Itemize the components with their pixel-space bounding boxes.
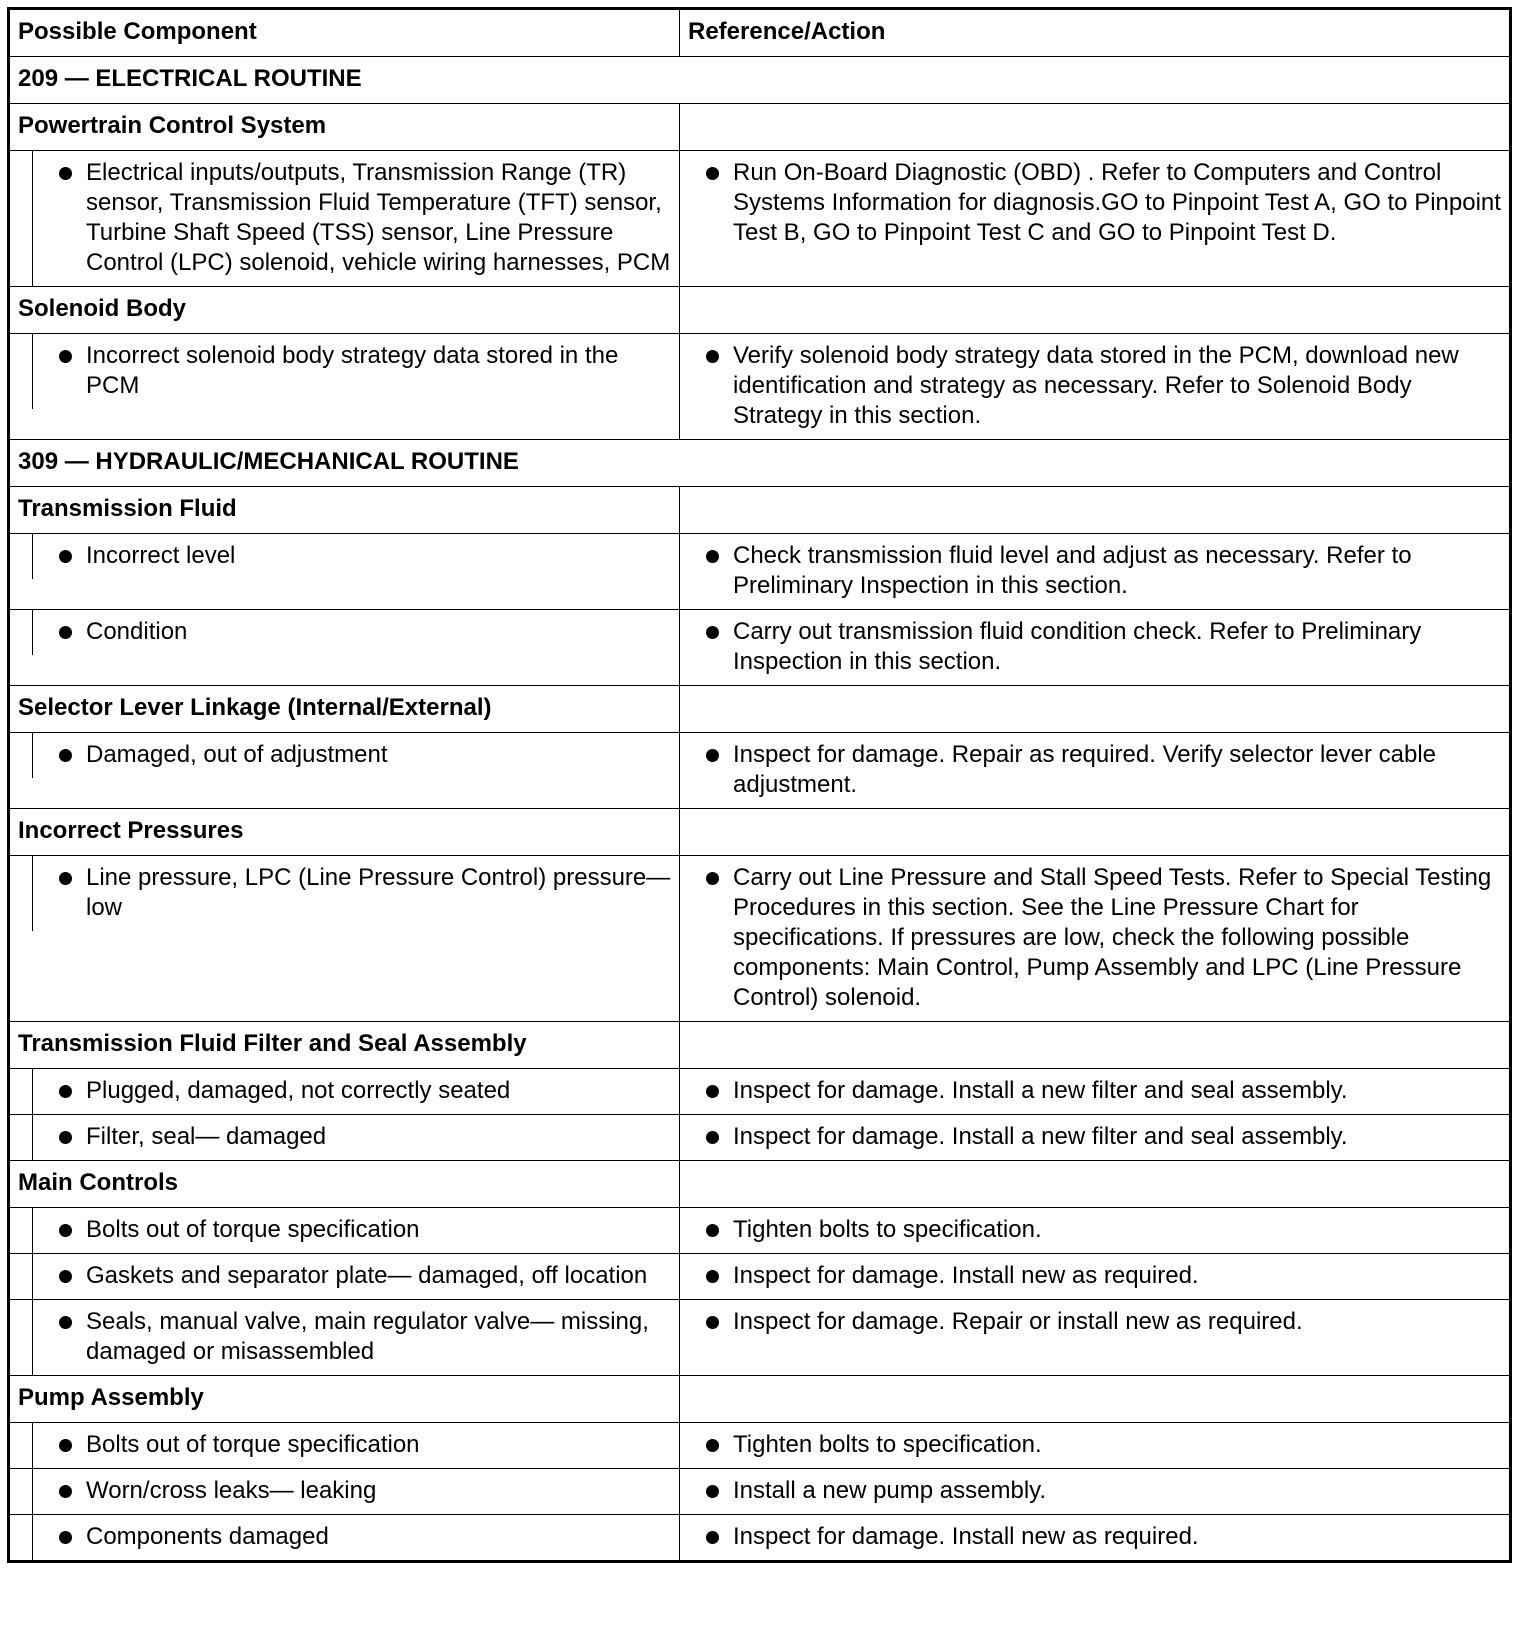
component-text: Gaskets and separator plate— damaged, off location	[86, 1262, 648, 1289]
bullet-icon	[59, 626, 72, 639]
indent-divider	[10, 1300, 33, 1375]
bullet-icon	[59, 1316, 72, 1329]
component-group-row	[9, 809, 1511, 856]
table-row	[9, 534, 1511, 610]
action-text: Tighten bolts to specification.	[733, 1216, 1042, 1243]
component-group-action-empty	[680, 1022, 1511, 1069]
component-text: Condition	[86, 618, 188, 645]
indent-divider	[10, 1254, 33, 1299]
action-text: Verify solenoid body strategy data stored in the PCM, download new identification and strategy as necessary. Refer to Solenoid Body Strategy in this section.	[733, 342, 1459, 429]
component-text: Electrical inputs/outputs, Transmission Range (TR) sensor, Transmission Fluid Temperature (TFT) sensor, Turbine Shaft Speed (TSS) sensor, Line Pressure Control (LPC) solenoid, vehicle wiring harnesses, PCM	[86, 159, 671, 276]
indent-divider	[10, 534, 33, 579]
reference-action-cell	[680, 610, 1511, 686]
bullet-icon	[706, 1531, 719, 1544]
table-row	[9, 1469, 1511, 1515]
bullet-icon	[59, 167, 72, 180]
action-text: Inspect for damage. Repair as required. Verify selector lever cable adjustment.	[733, 741, 1437, 798]
bullet-icon	[59, 749, 72, 762]
table-row	[9, 1208, 1511, 1254]
table-row	[9, 1300, 1511, 1376]
action-text: Inspect for damage. Install a new filter and seal assembly.	[733, 1123, 1348, 1150]
possible-component-cell	[9, 856, 680, 1022]
possible-component-cell	[9, 1469, 680, 1515]
bullet-icon	[59, 1085, 72, 1098]
bullet-icon	[59, 1439, 72, 1452]
possible-component-cell	[9, 334, 680, 440]
table-row	[9, 1423, 1511, 1469]
bullet-icon	[59, 1485, 72, 1498]
component-group-title: Powertrain Control System	[9, 104, 680, 151]
indent-divider	[10, 1469, 33, 1514]
bullet-icon	[59, 1270, 72, 1283]
bullet-icon	[706, 1439, 719, 1452]
component-text: Incorrect level	[86, 542, 236, 569]
bullet-icon	[706, 872, 719, 885]
table-row	[9, 151, 1511, 287]
component-text: Damaged, out of adjustment	[86, 741, 388, 768]
reference-action-cell	[680, 856, 1511, 1022]
possible-component-cell	[9, 1423, 680, 1469]
indent-divider	[10, 1115, 33, 1160]
bullet-icon	[59, 1131, 72, 1144]
table-row	[9, 1515, 1511, 1562]
header-possible-component: Possible Component	[9, 9, 680, 57]
possible-component-cell	[9, 1515, 680, 1562]
component-text: Bolts out of torque specification	[86, 1431, 420, 1458]
bullet-icon	[706, 1270, 719, 1283]
table-body	[9, 9, 1511, 1562]
bullet-icon	[706, 1485, 719, 1498]
bullet-icon	[706, 167, 719, 180]
table-row	[9, 856, 1511, 1022]
component-group-row	[9, 287, 1511, 334]
component-group-action-empty	[680, 686, 1511, 733]
indent-divider	[10, 733, 33, 778]
component-text: Components damaged	[86, 1523, 329, 1550]
indent-divider	[10, 1515, 33, 1560]
reference-action-cell	[680, 1115, 1511, 1161]
action-text: Run On-Board Diagnostic (OBD) . Refer to Computers and Control Systems Information for diagnosis.GO to Pinpoint Test A, GO to Pinpoint Test B, GO to Pinpoint Test C and GO to Pinpoint Test D.	[733, 159, 1501, 246]
routine-title: 209 — ELECTRICAL ROUTINE	[9, 57, 1511, 104]
possible-component-cell	[9, 610, 680, 686]
table-row	[9, 610, 1511, 686]
indent-divider	[10, 1208, 33, 1253]
possible-component-cell	[9, 1254, 680, 1300]
reference-action-cell	[680, 334, 1511, 440]
component-text: Filter, seal— damaged	[86, 1123, 327, 1150]
component-group-action-empty	[680, 104, 1511, 151]
reference-action-cell	[680, 151, 1511, 287]
possible-component-cell	[9, 733, 680, 809]
reference-action-cell	[680, 1208, 1511, 1254]
action-text: Tighten bolts to specification.	[733, 1431, 1042, 1458]
header-reference-action: Reference/Action	[680, 9, 1511, 57]
possible-component-cell	[9, 1300, 680, 1376]
possible-component-cell	[9, 534, 680, 610]
reference-action-cell	[680, 1300, 1511, 1376]
component-group-row	[9, 1161, 1511, 1208]
component-group-row	[9, 104, 1511, 151]
reference-action-cell	[680, 1515, 1511, 1562]
component-group-title: Incorrect Pressures	[9, 809, 680, 856]
component-group-action-empty	[680, 1161, 1511, 1208]
component-group-row	[9, 487, 1511, 534]
component-group-row	[9, 686, 1511, 733]
reference-action-cell	[680, 1254, 1511, 1300]
component-group-action-empty	[680, 287, 1511, 334]
indent-divider	[10, 334, 33, 409]
indent-divider	[10, 1423, 33, 1468]
bullet-icon	[706, 350, 719, 363]
routine-row	[9, 57, 1511, 104]
component-text: Worn/cross leaks— leaking	[86, 1477, 377, 1504]
component-group-title: Pump Assembly	[9, 1376, 680, 1423]
routine-row	[9, 440, 1511, 487]
action-text: Inspect for damage. Install new as required.	[733, 1262, 1199, 1289]
component-text: Incorrect solenoid body strategy data stored in the PCM	[86, 342, 619, 399]
component-text: Line pressure, LPC (Line Pressure Control) pressure— low	[86, 864, 671, 921]
possible-component-cell	[9, 151, 680, 287]
bullet-icon	[706, 626, 719, 639]
action-text: Inspect for damage. Repair or install new as required.	[733, 1308, 1303, 1335]
reference-action-cell	[680, 1423, 1511, 1469]
bullet-icon	[59, 550, 72, 563]
bullet-icon	[706, 1131, 719, 1144]
component-group-action-empty	[680, 809, 1511, 856]
component-group-title: Main Controls	[9, 1161, 680, 1208]
reference-action-cell	[680, 733, 1511, 809]
bullet-icon	[59, 1224, 72, 1237]
component-group-title: Transmission Fluid Filter and Seal Assembly	[9, 1022, 680, 1069]
indent-divider	[10, 856, 33, 931]
table-row	[9, 334, 1511, 440]
bullet-icon	[706, 1085, 719, 1098]
possible-component-cell	[9, 1069, 680, 1115]
component-group-action-empty	[680, 487, 1511, 534]
component-group-row	[9, 1022, 1511, 1069]
possible-component-cell	[9, 1208, 680, 1254]
indent-divider	[10, 610, 33, 655]
bullet-icon	[706, 1316, 719, 1329]
diagnosis-table	[7, 7, 1512, 1563]
reference-action-cell	[680, 1469, 1511, 1515]
bullet-icon	[59, 350, 72, 363]
reference-action-cell	[680, 534, 1511, 610]
component-group-title: Solenoid Body	[9, 287, 680, 334]
bullet-icon	[59, 872, 72, 885]
indent-divider	[10, 1069, 33, 1114]
action-text: Install a new pump assembly.	[733, 1477, 1047, 1504]
action-text: Check transmission fluid level and adjust as necessary. Refer to Preliminary Inspection in this section.	[733, 542, 1412, 599]
routine-title: 309 — HYDRAULIC/MECHANICAL ROUTINE	[9, 440, 1511, 487]
table-row	[9, 1069, 1511, 1115]
diagnosis-sheet	[7, 7, 1509, 1563]
bullet-icon	[59, 1531, 72, 1544]
table-row	[9, 733, 1511, 809]
action-text: Carry out transmission fluid condition check. Refer to Preliminary Inspection in this section.	[733, 618, 1422, 675]
header-row	[9, 9, 1511, 57]
bullet-icon	[706, 1224, 719, 1237]
indent-divider	[10, 151, 33, 286]
component-text: Seals, manual valve, main regulator valve— missing, damaged or misassembled	[86, 1308, 649, 1365]
table-row	[9, 1254, 1511, 1300]
table-row	[9, 1115, 1511, 1161]
component-group-title: Selector Lever Linkage (Internal/External)	[9, 686, 680, 733]
action-text: Inspect for damage. Install a new filter and seal assembly.	[733, 1077, 1348, 1104]
bullet-icon	[706, 550, 719, 563]
component-text: Plugged, damaged, not correctly seated	[86, 1077, 511, 1104]
component-group-title: Transmission Fluid	[9, 487, 680, 534]
component-group-action-empty	[680, 1376, 1511, 1423]
action-text: Carry out Line Pressure and Stall Speed Tests. Refer to Special Testing Procedures in this section. See the Line Pressure Chart for specifications. If pressures are low, check the following possible components: Main Control, Pump Assembly and LPC (Line Pressure Control) solenoid.	[733, 864, 1492, 1011]
action-text: Inspect for damage. Install new as required.	[733, 1523, 1199, 1550]
possible-component-cell	[9, 1115, 680, 1161]
reference-action-cell	[680, 1069, 1511, 1115]
bullet-icon	[706, 749, 719, 762]
component-group-row	[9, 1376, 1511, 1423]
component-text: Bolts out of torque specification	[86, 1216, 420, 1243]
